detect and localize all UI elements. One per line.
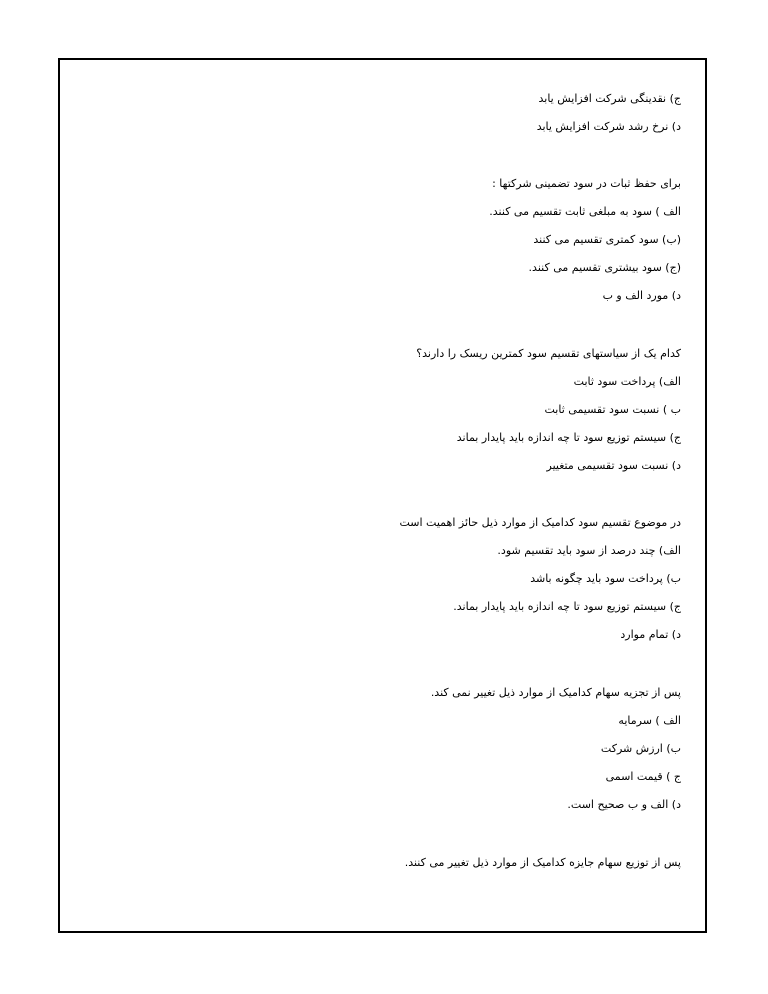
option-c-line: ج) نقدینگی شرکت افزایش یابد xyxy=(538,92,681,105)
option-d-line: د) نرخ رشد شرکت افزایش یابد xyxy=(536,120,681,133)
question-3-option-d: د) تمام موارد xyxy=(620,628,681,641)
question-3-option-c: ج) سیستم توزیع سود تا چه اندازه باید پایدار بماند. xyxy=(453,600,681,613)
question-1-option-b: (ب) سود کمتری تقسیم می کنند xyxy=(533,233,681,246)
question-4-option-b: ب) ارزش شرکت xyxy=(600,742,681,755)
question-2-option-d: د) نسبت سود تقسیمی متغییر xyxy=(546,459,681,472)
question-2-option-a: الف) پرداخت سود ثابت xyxy=(573,375,681,388)
question-3-option-b: ب) پرداخت سود باید چگونه باشد xyxy=(530,572,681,585)
question-2-option-b: ب ) نسبت سود تقسیمی ثابت xyxy=(544,403,681,416)
question-2-option-c: ج) سیستم توزیع سود تا چه اندازه باید پایدار بماند xyxy=(456,431,681,444)
question-4: پس از تجزیه سهام کدامیک از موارد ذیل تغییر نمی کند. xyxy=(430,686,681,699)
question-1-option-a: الف ) سود به مبلغی ثابت تقسیم می کنند. xyxy=(489,205,681,218)
question-1-option-d: د) مورد الف و ب xyxy=(602,289,681,302)
question-3-option-a: الف) چند درصد از سود باید تقسیم شود. xyxy=(497,544,681,557)
question-1-option-c: (ج) سود بیشتری تقسیم می کنند. xyxy=(528,261,681,274)
question-4-option-d: د) الف و ب صحیح است. xyxy=(567,798,681,811)
question-5: پس از توزیع سهام جایزه کدامیک از موارد ذیل تغییر می کنند. xyxy=(404,856,681,869)
question-2: کدام یک از سیاستهای تقسیم سود کمترین ریسک را دارند؟ xyxy=(416,347,681,360)
question-4-option-c: ج ) قیمت اسمی xyxy=(605,770,681,783)
question-3: در موضوع تقسیم سود کدامیک از موارد ذیل حائز اهمیت است xyxy=(399,516,681,529)
question-4-option-a: الف ) سرمایه xyxy=(618,714,681,727)
question-1: برای حفظ ثبات در سود تضمینی شرکتها : xyxy=(492,177,681,190)
